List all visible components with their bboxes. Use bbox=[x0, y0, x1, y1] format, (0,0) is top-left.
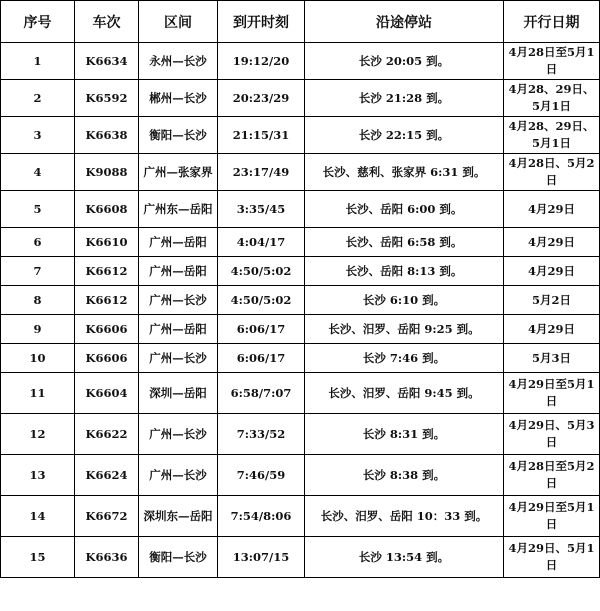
table-row bbox=[1, 286, 600, 315]
header-time: 到开时刻 bbox=[218, 1, 305, 43]
cell-train: K6604 bbox=[75, 373, 139, 414]
cell-time: 21:15/31 bbox=[218, 117, 305, 154]
header-date: 开行日期 bbox=[504, 1, 600, 43]
cell-time: 7:46/59 bbox=[218, 455, 305, 496]
cell-train: K6624 bbox=[75, 455, 139, 496]
cell-date: 4月29日至5月1日 bbox=[504, 373, 600, 414]
cell-section: 广州—长沙 bbox=[139, 286, 218, 315]
cell-section: 广州—岳阳 bbox=[139, 257, 218, 286]
header-seq: 序号 bbox=[1, 1, 75, 43]
cell-stops: 长沙、岳阳 8:13 到。 bbox=[305, 257, 504, 286]
cell-train: K6612 bbox=[75, 286, 139, 315]
table-row bbox=[1, 191, 600, 228]
cell-seq: 15 bbox=[1, 537, 75, 578]
cell-stops: 长沙 13:54 到。 bbox=[305, 537, 504, 578]
table-row bbox=[1, 373, 600, 414]
cell-date: 4月28日至5月1日 bbox=[504, 43, 600, 80]
cell-seq: 1 bbox=[1, 43, 75, 80]
cell-date: 4月28日至5月2日 bbox=[504, 455, 600, 496]
table-row bbox=[1, 154, 600, 191]
cell-train: K6606 bbox=[75, 344, 139, 373]
cell-time: 4:04/17 bbox=[218, 228, 305, 257]
cell-time: 4:50/5:02 bbox=[218, 286, 305, 315]
cell-section: 郴州—长沙 bbox=[139, 80, 218, 117]
cell-section: 深圳—岳阳 bbox=[139, 373, 218, 414]
cell-date: 4月28日、5月2日 bbox=[504, 154, 600, 191]
cell-section: 深圳东—岳阳 bbox=[139, 496, 218, 537]
cell-stops: 长沙、岳阳 6:00 到。 bbox=[305, 191, 504, 228]
cell-train: K6634 bbox=[75, 43, 139, 80]
cell-seq: 9 bbox=[1, 315, 75, 344]
table-row bbox=[1, 496, 600, 537]
header-section: 区间 bbox=[139, 1, 218, 43]
cell-seq: 4 bbox=[1, 154, 75, 191]
cell-time: 23:17/49 bbox=[218, 154, 305, 191]
cell-seq: 5 bbox=[1, 191, 75, 228]
cell-time: 3:35/45 bbox=[218, 191, 305, 228]
cell-time: 19:12/20 bbox=[218, 43, 305, 80]
cell-train: K6610 bbox=[75, 228, 139, 257]
table-row bbox=[1, 228, 600, 257]
cell-time: 7:33/52 bbox=[218, 414, 305, 455]
cell-seq: 11 bbox=[1, 373, 75, 414]
table-row bbox=[1, 315, 600, 344]
cell-seq: 3 bbox=[1, 117, 75, 154]
cell-time: 6:06/17 bbox=[218, 315, 305, 344]
cell-time: 4:50/5:02 bbox=[218, 257, 305, 286]
cell-seq: 12 bbox=[1, 414, 75, 455]
cell-date: 4月28、29日、5月1日 bbox=[504, 80, 600, 117]
cell-train: K6608 bbox=[75, 191, 139, 228]
cell-time: 6:58/7:07 bbox=[218, 373, 305, 414]
cell-section: 广州—岳阳 bbox=[139, 228, 218, 257]
cell-stops: 长沙 7:46 到。 bbox=[305, 344, 504, 373]
table-row bbox=[1, 414, 600, 455]
cell-date: 4月29日 bbox=[504, 191, 600, 228]
cell-date: 4月29日、5月3日 bbox=[504, 414, 600, 455]
table-row bbox=[1, 117, 600, 154]
cell-date: 4月29日 bbox=[504, 257, 600, 286]
cell-date: 5月2日 bbox=[504, 286, 600, 315]
cell-train: K6672 bbox=[75, 496, 139, 537]
cell-stops: 长沙 6:10 到。 bbox=[305, 286, 504, 315]
cell-train: K6592 bbox=[75, 80, 139, 117]
table-row bbox=[1, 43, 600, 80]
cell-stops: 长沙、汨罗、岳阳 9:25 到。 bbox=[305, 315, 504, 344]
cell-seq: 2 bbox=[1, 80, 75, 117]
cell-seq: 7 bbox=[1, 257, 75, 286]
cell-date: 4月29日至5月1日 bbox=[504, 496, 600, 537]
cell-stops: 长沙、慈利、张家界 6:31 到。 bbox=[305, 154, 504, 191]
cell-time: 7:54/8:06 bbox=[218, 496, 305, 537]
cell-time: 6:06/17 bbox=[218, 344, 305, 373]
table-header-row bbox=[1, 1, 600, 43]
cell-seq: 14 bbox=[1, 496, 75, 537]
cell-stops: 长沙 20:05 到。 bbox=[305, 43, 504, 80]
header-train: 车次 bbox=[75, 1, 139, 43]
table-row bbox=[1, 537, 600, 578]
cell-section: 广州—长沙 bbox=[139, 414, 218, 455]
cell-train: K6622 bbox=[75, 414, 139, 455]
cell-section: 广州东—岳阳 bbox=[139, 191, 218, 228]
cell-train: K9088 bbox=[75, 154, 139, 191]
cell-seq: 13 bbox=[1, 455, 75, 496]
cell-section: 永州—长沙 bbox=[139, 43, 218, 80]
table-row bbox=[1, 455, 600, 496]
cell-section: 广州—长沙 bbox=[139, 455, 218, 496]
cell-section: 广州—长沙 bbox=[139, 344, 218, 373]
cell-section: 广州—张家界 bbox=[139, 154, 218, 191]
cell-stops: 长沙 8:31 到。 bbox=[305, 414, 504, 455]
cell-stops: 长沙 21:28 到。 bbox=[305, 80, 504, 117]
cell-stops: 长沙 8:38 到。 bbox=[305, 455, 504, 496]
cell-seq: 6 bbox=[1, 228, 75, 257]
cell-seq: 10 bbox=[1, 344, 75, 373]
cell-date: 4月28、29日、5月1日 bbox=[504, 117, 600, 154]
cell-date: 4月29日 bbox=[504, 315, 600, 344]
cell-stops: 长沙、汨罗、岳阳 10：33 到。 bbox=[305, 496, 504, 537]
table-row bbox=[1, 344, 600, 373]
cell-section: 衡阳—长沙 bbox=[139, 537, 218, 578]
cell-train: K6638 bbox=[75, 117, 139, 154]
cell-stops: 长沙 22:15 到。 bbox=[305, 117, 504, 154]
cell-date: 5月3日 bbox=[504, 344, 600, 373]
table-row bbox=[1, 257, 600, 286]
cell-time: 13:07/15 bbox=[218, 537, 305, 578]
cell-train: K6606 bbox=[75, 315, 139, 344]
cell-seq: 8 bbox=[1, 286, 75, 315]
cell-stops: 长沙、汨罗、岳阳 9:45 到。 bbox=[305, 373, 504, 414]
cell-date: 4月29日、5月1日 bbox=[504, 537, 600, 578]
cell-stops: 长沙、岳阳 6:58 到。 bbox=[305, 228, 504, 257]
table-row bbox=[1, 80, 600, 117]
cell-train: K6636 bbox=[75, 537, 139, 578]
cell-train: K6612 bbox=[75, 257, 139, 286]
cell-date: 4月29日 bbox=[504, 228, 600, 257]
cell-section: 广州—岳阳 bbox=[139, 315, 218, 344]
header-stops: 沿途停站 bbox=[305, 1, 504, 43]
cell-time: 20:23/29 bbox=[218, 80, 305, 117]
cell-section: 衡阳—长沙 bbox=[139, 117, 218, 154]
